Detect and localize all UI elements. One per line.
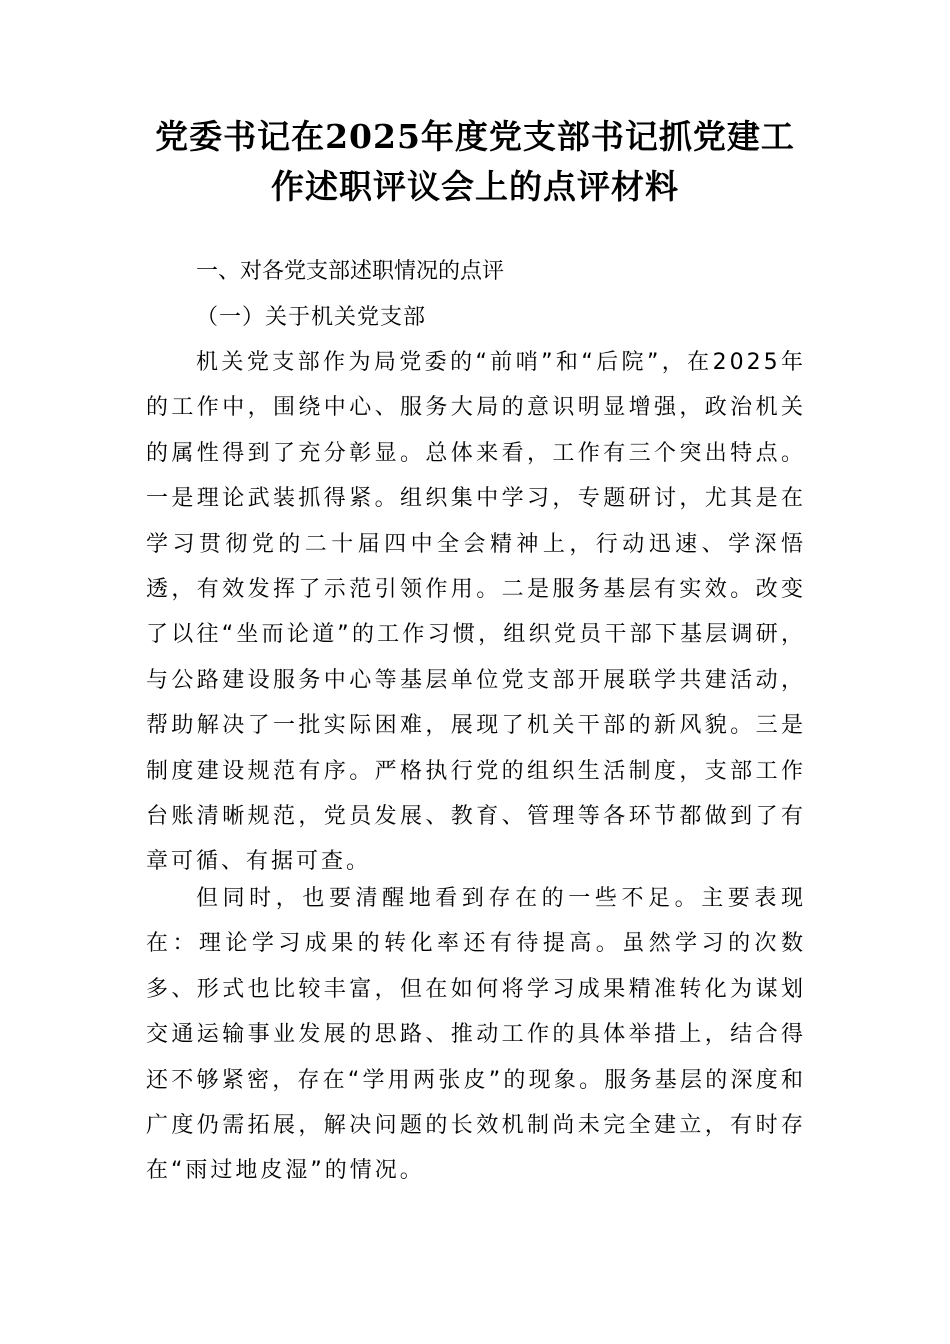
body-paragraph: 但同时，也要清醒地看到存在的一些不足。主要表现在：理论学习成果的转化率还有待提高。虽然学习的次数多、形式也比较丰富，但在如何将学习成果精准转化为谋划交通运输事业发展的思路、推动工作的具体举措上，结合得还不够紧密，存在“学用两张皮”的现象。服务基层的深度和广度仍需拓展，解决问题的长效机制尚未完全建立，有时存在“雨过地皮湿”的情况。 [146, 886, 806, 1184]
body-paragraph: 机关党支部作为局党委的“前哨”和“后院”，在2025年的工作中，围绕中心、服务大局的意识明显增强，政治机关的属性得到了充分彰显。总体来看，工作有三个突出特点。一是理论武装抓得紧。组织集中学习，专题研讨，尤其是在学习贯彻党的二十届四中全会精神上，行动迅速、学深悟透，有效发挥了示范引领作用。二是服务基层有实效。改变了以往“坐而论道”的工作习惯，组织党员干部下基层调研，与公路建设服务中心等基层单位党支部开展联学共建活动，帮助解决了一批实际困难，展现了机关干部的新风貌。三是制度建设规范有序。严格执行党的组织生活制度，支部工作台账清晰规范，党员发展、教育、管理等各环节都做到了有章可循、有据可查。 [146, 350, 806, 875]
document-title: 党委书记在2025年度党支部书记抓党建工作述职评议会上的点评材料 [155, 117, 795, 206]
section-heading: 一、对各党支部述职情况的点评 [196, 259, 505, 284]
subsection-heading: （一）关于机关党支部 [196, 305, 427, 330]
